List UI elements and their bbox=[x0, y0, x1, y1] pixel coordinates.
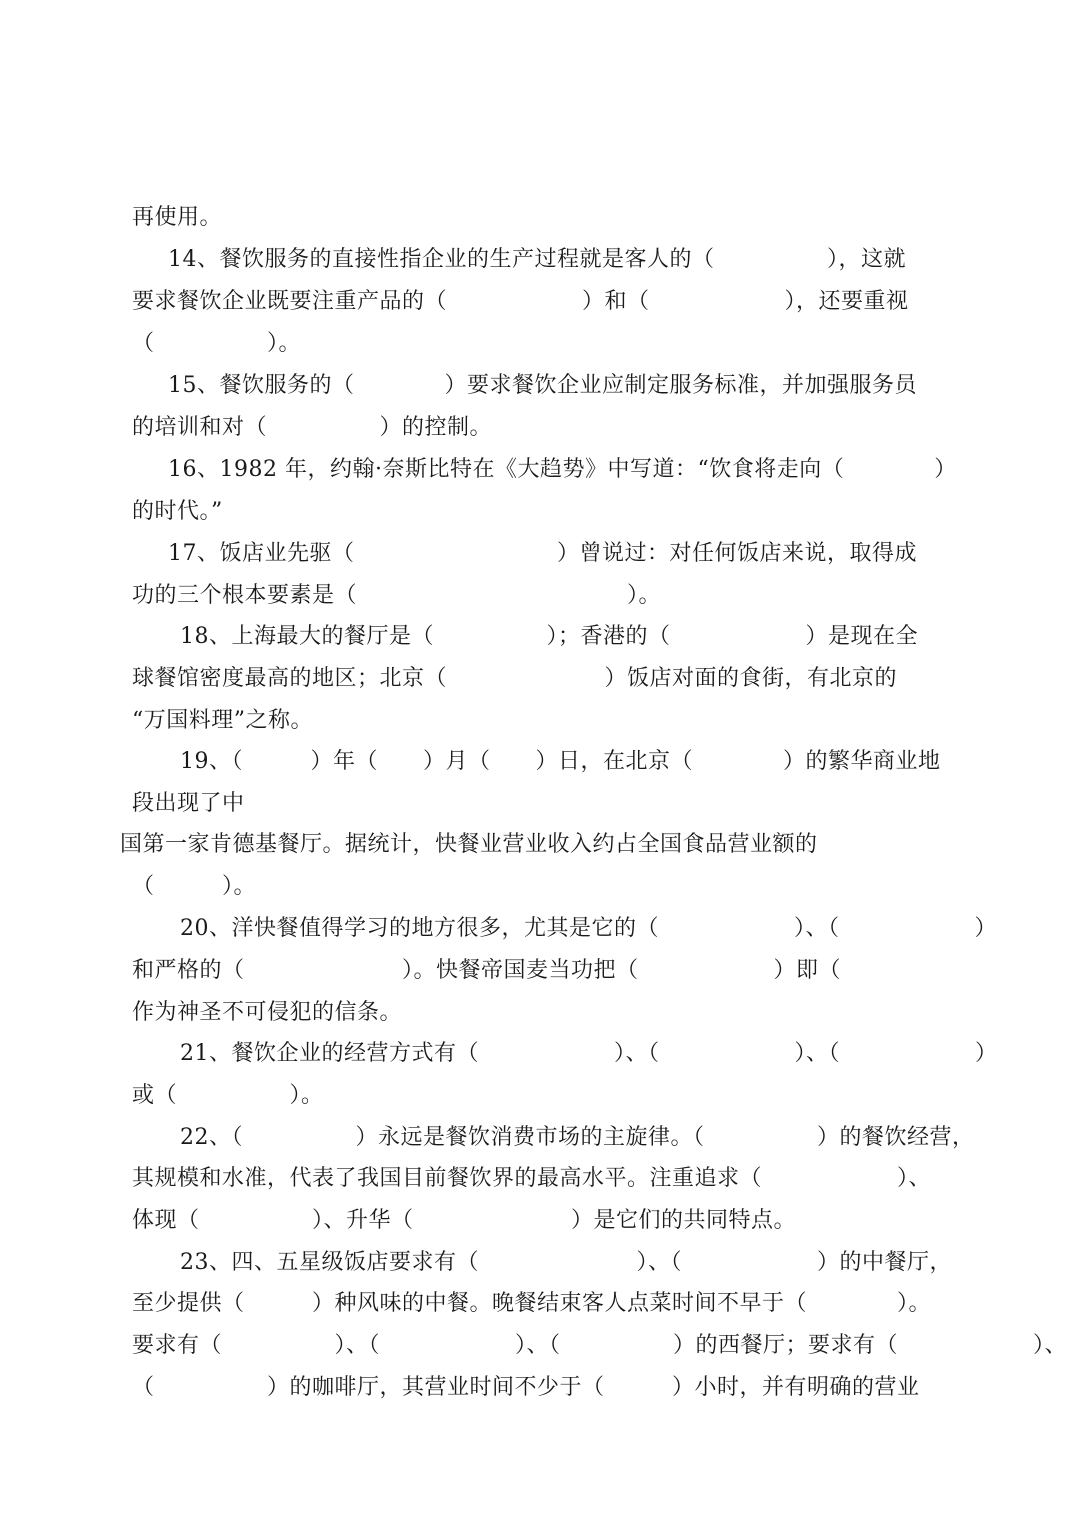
text-line-7: 16、1982 年，约翰·奈斯比特在《大趋势》中写道：“饮食将走向（ ） bbox=[168, 457, 957, 482]
text-line-11: 18、上海最大的餐厅是（ ）；香港的（ ）是现在全 bbox=[180, 624, 918, 649]
text-line-14: 19、（ ）年（ ）月（ ）日，在北京（ ）的繁华商业地 bbox=[180, 749, 941, 774]
text-line-8: 的时代。” bbox=[132, 499, 223, 524]
text-line-9: 17、饭店业先驱（ ）曾说过：对任何饭店来说，取得成 bbox=[168, 541, 917, 566]
text-line-23: 22、（ ）永远是餐饮消费市场的主旋律。（ ）的餐饮经营， bbox=[180, 1125, 975, 1150]
text-line-10: 功的三个根本要素是（ ）。 bbox=[132, 583, 662, 608]
text-line-6: 的培训和对（ ）的控制。 bbox=[132, 415, 493, 440]
text-line-1: 再使用。 bbox=[132, 205, 223, 230]
text-line-3: 要求餐饮企业既要注重产品的（ ）和（ ），还要重视 bbox=[132, 289, 909, 314]
text-line-22: 或（ ）。 bbox=[132, 1083, 324, 1108]
text-line-5: 15、餐饮服务的（ ）要求餐饮企业应制定服务标准，并加强服务员 bbox=[168, 373, 917, 398]
text-line-13: “万国料理”之称。 bbox=[132, 708, 313, 733]
text-line-12: 球餐馆密度最高的地区；北京（ ）饭店对面的食街，有北京的 bbox=[132, 666, 898, 691]
text-line-24: 其规模和水准，代表了我国目前餐饮界的最高水平。注重追求（ ）、 bbox=[132, 1166, 932, 1191]
text-line-29: （ ）的咖啡厅，其营业时间不少于（ ）小时，并有明确的营业 bbox=[132, 1375, 920, 1400]
text-line-18: 20、洋快餐值得学习的地方很多，尤其是它的（ ）、（ ） bbox=[180, 916, 997, 941]
text-line-16: 国第一家肯德基餐厅。据统计，快餐业营业收入约占全国食品营业额的 bbox=[120, 832, 818, 857]
text-line-28: 要求有（ ）、（ ）、（ ）的西餐厅；要求有（ ）、 bbox=[132, 1333, 1068, 1358]
text-line-25: 体现（ ）、升华（ ）是它们的共同特点。 bbox=[132, 1208, 797, 1233]
text-line-15: 段出现了中 bbox=[132, 791, 245, 816]
text-line-2: 14、餐饮服务的直接性指企业的生产过程就是客人的（ ），这就 bbox=[168, 247, 906, 272]
text-line-4: （ ）。 bbox=[132, 331, 302, 356]
text-line-17: （ ）。 bbox=[132, 874, 257, 899]
text-line-27: 至少提供（ ）种风味的中餐。晚餐结束客人点菜时间不早于（ ）。 bbox=[132, 1291, 932, 1316]
text-line-20: 作为神圣不可侵犯的信条。 bbox=[132, 1000, 403, 1025]
text-line-19: 和严格的（ ）。快餐帝国麦当功把（ ）即（ bbox=[132, 958, 842, 983]
text-line-21: 21、餐饮企业的经营方式有（ ）、（ ）、（ ） bbox=[180, 1041, 998, 1066]
text-line-26: 23、四、五星级饭店要求有（ ）、（ ）的中餐厅， bbox=[180, 1250, 952, 1275]
